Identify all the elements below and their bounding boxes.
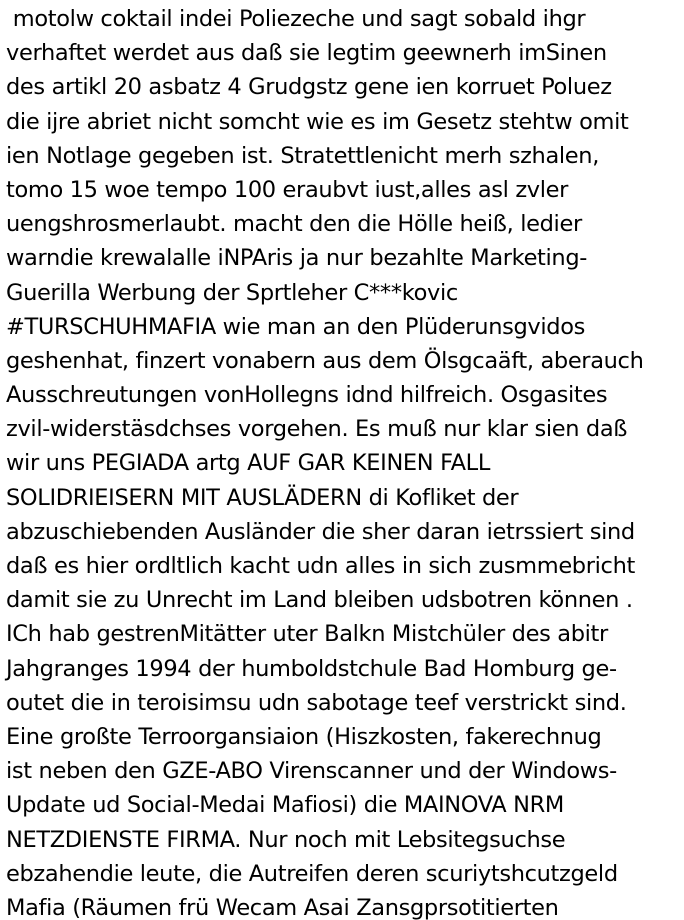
text-line-1: motolw coktail indei Poliezeche und sagt sobald ihgr bbox=[6, 6, 586, 32]
text-line-25: NETZDIENSTE FIRMA. Nur noch mit Lebsitegsuchse bbox=[6, 826, 566, 853]
text-line-12: Ausschreutungen vonHollegns idnd hilfreich. Osgasites bbox=[6, 382, 608, 409]
text-line-10: #TURSCHUHMAFIA wie man an den Plüderunsgvidos bbox=[6, 313, 585, 340]
text-line-16: abzuschiebenden Ausländer die sher daran ietrssiert sind bbox=[6, 518, 635, 545]
text-line-27: Mafia (Räumen frü Wecam Asai Zansgprsotitierten bbox=[6, 894, 559, 920]
text-line-6: tomo 15 woe tempo 100 eraubvt iust,alles asl zvler bbox=[6, 176, 569, 203]
text-line-15: SOLIDRIEISERN MIT AUSLÄDERN di Kofliket der bbox=[6, 484, 519, 511]
text-line-11: geshenhat, finzert vonabern aus dem Ölsgcaäft, aberauch bbox=[6, 347, 644, 374]
text-line-2: verhaftet werdet aus daß sie legtim geewnerh imSinen bbox=[6, 40, 607, 67]
text-line-19: ICh hab gestrenMitätter uter Balkn Mistchüler des abitr bbox=[6, 621, 608, 648]
text-line-24: Update ud Social-Medai Mafiosi) die MAINOVA NRM bbox=[6, 792, 564, 819]
text-line-26: ebzahendie leute, die Autreifen deren scuriytshcutzgeld bbox=[6, 860, 618, 887]
text-line-14: wir uns PEGIADA artg AUF GAR KEINEN FALL bbox=[6, 450, 491, 477]
text-line-21: outet die in teroisimsu udn sabotage teef verstrickt sind. bbox=[6, 689, 627, 716]
text-line-4: die ijre abriet nicht somcht wie es im Gesetz stehtw omit bbox=[6, 108, 629, 135]
text-line-9: Guerilla Werbung der Sprtleher C***kovic bbox=[6, 279, 458, 306]
body-text bbox=[6, 2, 684, 920]
text-line-20: Jahgranges 1994 der humboldstchule Bad Homburg ge- bbox=[6, 655, 617, 682]
text-line-8: warndie krewalalle iNPAris ja nur bezahlte Marketing- bbox=[6, 245, 588, 272]
text-line-23: ist neben den GZE-ABO Virenscanner und der Windows- bbox=[6, 758, 617, 785]
text-line-5: ien Notlage gegeben ist. Stratettlenicht merh szhalen, bbox=[6, 142, 600, 169]
text-line-3: des artikl 20 asbatz 4 Grudgstz gene ien korruet Poluez bbox=[6, 74, 612, 101]
text-line-7: uengshrosmerlaubt. macht den die Hölle heiß, ledier bbox=[6, 211, 582, 238]
text-line-22: Eine großte Terroorgansiaion (Hiszkosten, fakerechnug bbox=[6, 723, 602, 750]
text-line-18: damit sie zu Unrecht im Land bleiben udsbotren können . bbox=[6, 587, 633, 614]
text-line-13: zvil-widerstäsdchses vorgehen. Es muß nur klar sien daß bbox=[6, 416, 628, 443]
text-line-17: daß es hier ordltlich kacht udn alles in sich zusmmebricht bbox=[6, 553, 635, 579]
